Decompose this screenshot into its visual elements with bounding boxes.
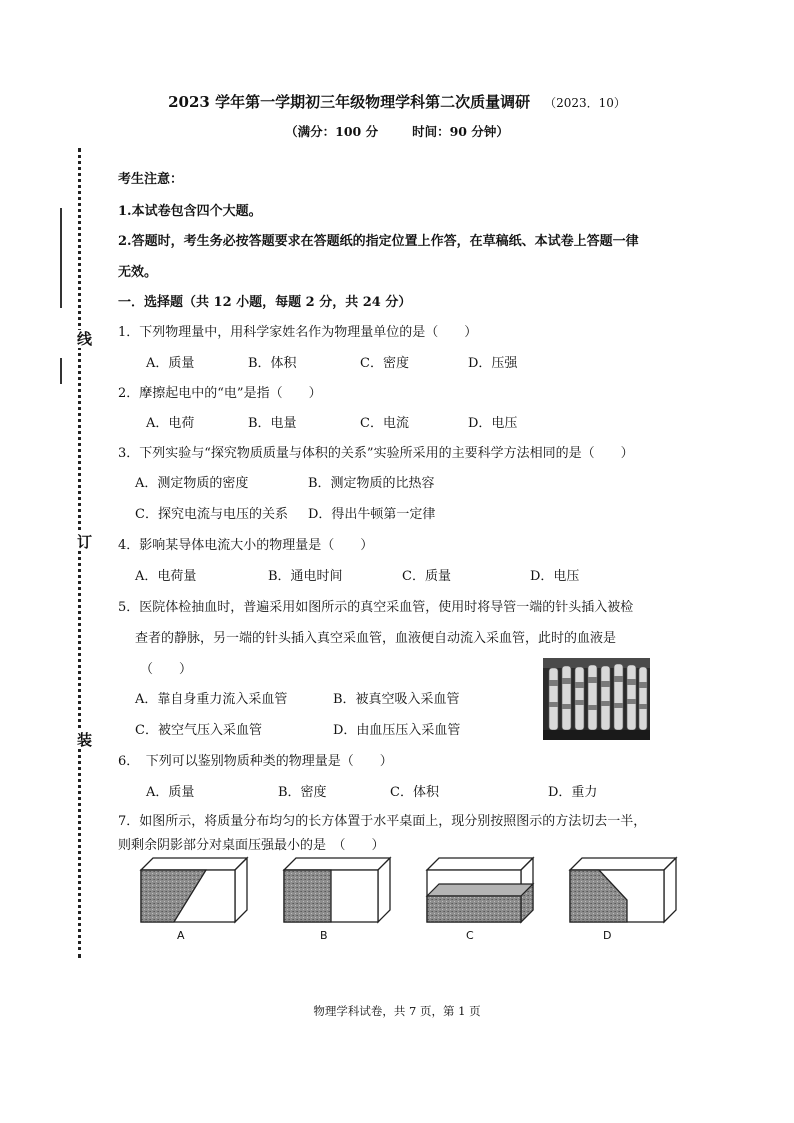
q2-option-b: B．电量 <box>248 416 297 431</box>
q6-option-b: B．密度 <box>278 785 327 800</box>
q5-option-a: A．靠自身重力流入采血管 <box>135 692 288 707</box>
exam-title <box>0 91 794 112</box>
binding-char-line: 线 <box>77 330 93 348</box>
binding-mark <box>60 208 62 308</box>
q4-option-c: C．质量 <box>402 569 451 584</box>
binding-char-zhuang: 装 <box>77 731 93 749</box>
q5-stem-line1: 5．医院体检抽血时，普遍采用如图所示的真空采血管，使用时将导管一端的针头插入被检 <box>118 600 634 615</box>
cuboid-figure-a <box>138 855 250 925</box>
page-footer: 物理学科试卷，共 7 页，第 1 页 <box>313 1004 481 1018</box>
q6-option-d: D．重力 <box>548 785 598 800</box>
q7-stem-line1: 7．如图所示，将质量分布均匀的长方体置于水平桌面上，现分别按照图示的方法切去一半， <box>118 814 647 829</box>
notice-heading: 考生注意： <box>118 172 184 187</box>
q4-option-d: D．电压 <box>530 569 580 584</box>
q3-stem: 3．下列实验与“探究物质质量与体积的关系”实验所采用的主要科学方法相同的是（ ） <box>118 446 634 461</box>
q5-option-b: B．被真空吸入采血管 <box>333 692 460 707</box>
cuboid-figure-d <box>567 855 679 925</box>
figure-label-c: C <box>466 929 474 942</box>
notice-item-2: 2.答题时，考生务必按答题要求在答题纸的指定位置上作答，在草稿纸、本试卷上答题一律 <box>118 234 639 249</box>
q4-stem: 4．影响某导体电流大小的物理量是（ ） <box>118 538 374 553</box>
figure-label-d: D <box>603 929 612 942</box>
blood-tube-photo <box>543 658 650 740</box>
cuboid-figure-b <box>281 855 393 925</box>
figure-label-b: B <box>320 929 328 942</box>
q5-option-d: D．由血压压入采血管 <box>333 723 461 738</box>
notice-item-1: 1.本试卷包含四个大题。 <box>118 204 262 219</box>
q3-option-b: B．测定物质的比热容 <box>308 476 435 491</box>
q5-option-c: C．被空气压入采血管 <box>135 723 262 738</box>
q4-option-a: A．电荷量 <box>135 569 197 584</box>
notice-item-2-cont: 无效。 <box>118 265 158 280</box>
q1-stem: 1．下列物理量中，用科学家姓名作为物理量单位的是（ ） <box>118 325 478 340</box>
q1-option-a: A．质量 <box>146 356 195 371</box>
exam-time: 时间：90 分钟） <box>412 124 509 139</box>
q2-option-a: A．电荷 <box>146 416 195 431</box>
q1-option-c: C．密度 <box>360 356 409 371</box>
figure-label-a: A <box>177 929 185 942</box>
q6-option-a: A．质量 <box>146 785 195 800</box>
cuboid-figure-c <box>424 855 536 925</box>
q1-option-d: D．压强 <box>468 356 518 371</box>
binding-char-ding: 订 <box>77 533 93 551</box>
exam-subtitle <box>0 122 794 140</box>
exam-title-text: 2023 学年第一学期初三年级物理学科第二次质量调研 <box>168 93 531 111</box>
q4-option-b: B．通电时间 <box>268 569 343 584</box>
binding-dotted-line <box>78 148 81 958</box>
q6-option-c: C．体积 <box>390 785 439 800</box>
q7-stem-line2: 则剩余阴影部分对桌面压强最小的是 （ ） <box>118 838 385 853</box>
q3-option-c: C．探究电流与电压的关系 <box>135 507 288 522</box>
q2-stem: 2．摩擦起电中的“电”是指（ ） <box>118 386 322 401</box>
q3-option-a: A．测定物质的密度 <box>135 476 249 491</box>
q2-option-d: D．电压 <box>468 416 518 431</box>
exam-date: （2023．10） <box>544 96 626 110</box>
q2-option-c: C．电流 <box>360 416 409 431</box>
q6-stem: 6． 下列可以鉴别物质种类的物理量是（ ） <box>118 754 393 769</box>
binding-mark <box>60 358 62 384</box>
q3-option-d: D．得出牛顿第一定律 <box>308 507 436 522</box>
q5-answer-paren: （ ） <box>140 662 193 677</box>
full-score: （满分：100 分 <box>285 124 379 139</box>
q5-stem-line2: 查者的静脉，另一端的针头插入真空采血管，血液便自动流入采血管，此时的血液是 <box>135 631 617 646</box>
section-1-heading: 一．选择题（共 12 小题，每题 2 分，共 24 分） <box>118 295 412 310</box>
q1-option-b: B．体积 <box>248 356 297 371</box>
